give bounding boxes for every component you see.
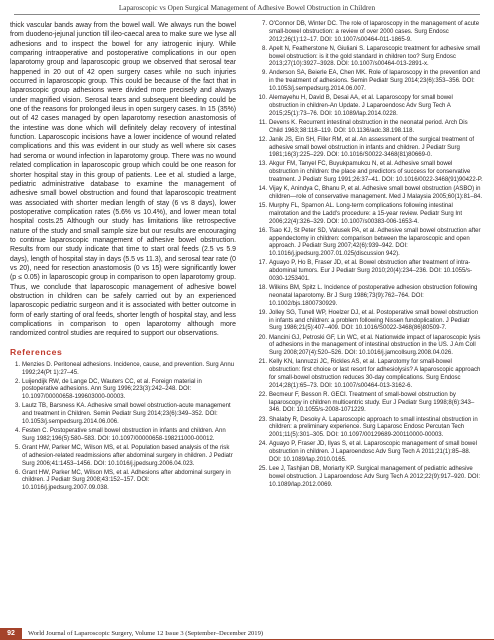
reference-text: Grant HW, Parker MC, Wilson MS, et al. Adhesions after abdominal surgery in children. J Pediatr Surg 2008;43:152–157. DOI: 10.1016/j.jpedsurg.2007.09.038. [22, 469, 231, 492]
journal-footer-text: World Journal of Laparoscopic Surgery, Volume 12 Issue 3 (September–December 2019) [28, 630, 264, 637]
reference-text: Festen C. Postoperative small bowel obstruction in infants and children. Ann Surg 1982;196(5):580–583. DOI: 10.1097/00000658-198211000-00012. [22, 428, 226, 442]
reference-item [257, 161, 483, 185]
reference-item [257, 310, 483, 334]
reference-number: 7. [261, 21, 267, 27]
reference-item [257, 137, 483, 161]
reference-text: Becmeur F, Besson R. GECI. Treatment of small-bowel obstruction by laparoscopy in children multicentric study. Eur J Pediatr Surg 1998;8(6):343–346. DOI: 10.1055/s-2008-1071229. [269, 391, 475, 414]
reference-item [257, 441, 483, 465]
reference-text: Kelly KN, Iannuzzi JC, Rickles AS, et al. Laparotomy for small-bowel obstruction: first choice or last resort for adhesiolysis? A laparoscopic approach for small-bowel obstruction reduces 30-day complications. Surg Endosc 2014;28(1):65–73. DOI: 10.1007/s00464-013-3162-6. [269, 359, 481, 389]
reference-number: 23. [258, 416, 267, 423]
references-list-left [10, 362, 236, 493]
reference-text: Grant HW, Parker MC, Wilson MS, et al. Population based analysis of the risk of adhesion-related readmissions after abdominal surgery in children. J Pediatr Surg 2006;41:1453–1456. DOI: 10.1016/j.jpedsurg.2006.04.023. [22, 444, 233, 467]
reference-number: 19. [258, 309, 267, 316]
reference-item [257, 203, 483, 227]
reference-number: 5. [14, 444, 20, 451]
reference-text: O'Connor DB, Winter DC. The role of laparoscopy in the management of acute small-bowel obstruction: a review of over 2000 cases. Surg Endosc 2012;26(1):12–17. DOI: 10.1007/s00464-011-1865-9. [269, 21, 480, 43]
reference-item [257, 70, 483, 94]
header-rule [14, 14, 480, 15]
reference-number: 15. [258, 203, 267, 210]
reference-number: 18. [258, 285, 267, 292]
references-list-right [257, 21, 483, 489]
reference-item [10, 379, 236, 403]
reference-number: 6. [14, 469, 20, 476]
reference-number: 11. [259, 119, 267, 126]
page-number: 92 [0, 628, 22, 640]
reference-number: 8. [261, 45, 267, 52]
reference-number: 20. [258, 334, 267, 341]
reference-number: 4. [14, 428, 20, 434]
reference-item [257, 46, 483, 70]
reference-number: 21. [258, 359, 267, 366]
reference-item [257, 392, 483, 416]
reference-item [10, 445, 236, 469]
reference-text: Tsao KJ, St Peter SD, Valusek PA, et al. Adhesive small bowel obstruction after appendectomy in children: comparison between the laparoscopic and open approach. J Pediatr Surg 2007;42(6):939–942. DOI: 10.1016/j.jpedsurg.2007.01.025(discussion 942). [269, 227, 481, 258]
body-paragraph: thick vascular bands away from the bowel wall. We always run the bowel from duodeno-jejunal junction till ileo-caecal area to make sure we lyse all adhesions and to inspect the bowel for any iatrogenic injury. While comparing intraoperative and postoperative complications in our open laparotomy group and laparoscopic group we observed that serosal tear happened in 20 out of 42 open surgery cases while no such injuries occurred in laparoscopic group. This could be because of the fact that in laparoscopic group adhesions were divided more precisely and always under magnified vision. Serosal tears and subsequent bleeding could be one of the reasons for prolonged ileus in open surgery cases. In 15 (35%) out of 42 cases managed by open laparotomy resection anastomosis of the intestine was done which will definitely delay recovery of intestinal function. Laparoscopic incisions have a lower incidence of wound related complications and this was evident in our study as well where six cases had seroma or wound infection in laparotomy group. There was no wound related complication in laparoscopic group which could be one reason for shorter hospital stay in this group of patients. Lee et al. studied a large, pediatric administrative database to examine the management of adhesive small bowel obstruction and found that laparoscopic treatment was associated with shorter median length of stay (6 vs 8 days), lower postoperative complication rates (5.6% vs 10.4%), and lower mean total hospital costs.25 Although our study has limitations like retrospective nature of the study and small sample size but our results are encouraging to continue laparoscopic management of adhesive bowel obstruction. Results from our study indicate that time to start oral feeds (2.5 vs 5.9 days), length of hospital stay in days (5.5 vs 11.3), and serosal tear rate (0 vs 20), need for resection anastomosis (0 vs 15) were significantly lower (p ≤ 0.05) in laparoscopic group in comparison to open laparotomy group. Thus, we conclude that laparoscopic management of adhesive bowel obstruction in children can be safely carried out by an experienced laparoscopic pediatric surgeon and it is associated with better outcome in form of early starting of oral feeds, shorter length of hospital stay, and less complications in comparison to open laparotomy although more randomized control studies are required to support our observations. [10, 22, 236, 338]
reference-number: 9. [261, 70, 267, 77]
reference-item [257, 359, 483, 390]
reference-item [257, 285, 483, 309]
reference-number: 12. [258, 136, 267, 143]
reference-number: 16. [258, 227, 267, 234]
reference-text: Vijay K, Anindya C, Bhanu P, et al. Adhesive small bowel obstruction (ASBO) in children—role of conservative management. Med J Malaysia 2005;60(1):81–84. [269, 186, 483, 201]
reference-text: Lee J, Tashjian DB, Moriarty KP. Surgical management of pediatric adhesive bowel obstruction. J Laparoendosc Adv Surg Tech A 2012;22(9):917–920. DOI: 10.1089/lap.2012.0069. [269, 465, 480, 488]
reference-text: Apelt N, Featherstone N, Giuliani S. Laparoscopic treatment for adhesive small bowel obstruction: is it the gold standard in children too? Surg Endosc 2013;27(10):3927–3928. DOI: 10.1007/s00464-013-2891-x. [269, 45, 481, 68]
reference-item [257, 335, 483, 359]
reference-item [257, 260, 483, 284]
reference-text: Akgur FM, Tanyel FC, Buyukpamukcu N, et al. Adhesive small bowel obstruction in children: the place and predictors of success for conservative treatment. J Pediatr Surg 1991;26:37–41. DOI: 10.1016/0022-3468(91)90422-P. [269, 161, 483, 184]
reference-text: Shalaby R, Desoky A. Laparoscopic approach to small intestinal obstruction in children: a preliminary experience. Surg Laparosc Endosc Percutan Tech 2001;11(5):301–305. DOI: 10.1097/00129689-200110000-00003. [269, 416, 478, 439]
reference-text: Janik JS, Ein SH, Filler RM, et al. An assessment of the surgical treatment of adhesive small bowel obstruction in infants and children. J Pediatr Surg 1981;16(3):225–229. DOI: 10.1016/S0022-3468(81)80669-0. [269, 136, 475, 159]
reference-item [257, 21, 483, 45]
reference-text: Lautz TB, Barsness KA. Adhesive small bowel obstruction-acute management and treatment in Children. Semin Pediatr Surg 2014;23(6):349–352. DOI: 10.1053/j.sempedsurg.2014.06.006. [22, 403, 231, 425]
reference-item [257, 120, 483, 136]
references-heading: References [10, 346, 63, 357]
reference-number: 1. [14, 361, 20, 368]
reference-number: 14. [258, 186, 267, 193]
reference-text: Devens K. Recurrent intestinal obstruction in the neonatal period. Arch Dis Child 1963;38:118–119. DOI: 10.1136/adc.38.198.118. [269, 119, 468, 134]
reference-number: 25. [258, 465, 267, 472]
right-column [257, 21, 483, 491]
reference-number: 2. [14, 378, 20, 385]
reference-text: Aguayo P, Fraser JD, Ilyas S, et al. Laparoscopic management of small bowel obstruction in children. J Laparoendosc Adv Surg Tech A 2011;21(1):85–88. DOI: 10.1089/lap.2010.0165. [269, 441, 477, 463]
reference-text: Mancini GJ, Petroski GF, Lin WC, et al. Nationwide impact of laparoscopic lysis of adhesions in the management of intestinal obstruction in the US. J Am Coll Surg 2008;207(4):520–526. DOI: 10.1016/j.jamcollsurg.2008.04.026. [269, 334, 481, 357]
reference-number: 24. [258, 441, 267, 448]
reference-text: Wilkins BM, Spitz L. Incidence of postoperative adhesion obstruction following neonatal laparotomy. Br J Surg 1986;73(9):762–764. DOI: 10.1002/bjs.1800730929. [269, 285, 478, 307]
reference-item [257, 466, 483, 490]
reference-number: 10. [258, 95, 267, 102]
reference-item [257, 186, 483, 202]
reference-text: Luijendijk RW, de Lange DC, Wauters CC, et al. Foreign material in postoperative adhesions. Ann Surg 1996;223(3):242–248. DOI: 10.1097/00000658-199603000-00003. [22, 378, 202, 401]
reference-number: 13. [258, 161, 267, 168]
reference-item [257, 95, 483, 119]
reference-item [10, 470, 236, 494]
reference-item [257, 228, 483, 259]
reference-item [10, 362, 236, 378]
reference-item [10, 428, 236, 444]
reference-text: Aguayo P, Ho B, Fraser JD, et al. Bowel obstruction after treatment of intra-abdominal tumors. Eur J Pediatr Surg 2010;20(4):234–236. DOI: 10.1055/s-0030-1253401. [269, 260, 473, 283]
page-footer [0, 628, 494, 640]
reference-number: 17. [258, 260, 267, 267]
reference-text: Murphy FL, Sparnon AL. Long-term complications following intestinal malrotation and the Ladd's procedure: a 15-year review. Pediatr Surg Int 2006;22(4):326–329. DOI: 10.1007/s00383-006-1653-4. [269, 203, 463, 225]
running-head: Laparoscopic vs Open Surgical Management of Adhesive Bowel Obstruction in Children [118, 4, 376, 12]
reference-number: 22. [258, 391, 267, 398]
reference-number: 3. [14, 403, 20, 410]
reference-text: Menzies D. Peritoneal adhesions. Incidence, cause, and prevention. Surg Annu 1992;24(Pt 1):27–45. [22, 361, 235, 376]
reference-text: Anderson SA, Beierle EA, Chen MK. Role of laparoscopy in the prevention and in the treatment of adhesions. Semin Pediatr Surg 2014;23(6):353–356. DOI: 10.1053/j.sempedsurg.2014.06.007. [269, 70, 481, 93]
reference-item [10, 403, 236, 427]
reference-text: Alemayehu H, David B, Desai AA, et al. Laparoscopy for small bowel obstruction in children-An Update. J Laparoendosc Adv Surg Tech A 2015;25(1):73–76. DOI: 10.1089/lap.2014.0228. [269, 95, 453, 117]
reference-text: Jolley SG, Tunell WP, Hoelzer DJ, et al. Postoperative small bowel obstruction in infants and children: a problem following Nissen fundoplication. J Pediatr Surg 1986;21(5):407–409. DOI: 10.1016/S0022-3468(86)80509-7. [269, 309, 478, 332]
reference-item [257, 417, 483, 441]
left-column [10, 21, 236, 494]
